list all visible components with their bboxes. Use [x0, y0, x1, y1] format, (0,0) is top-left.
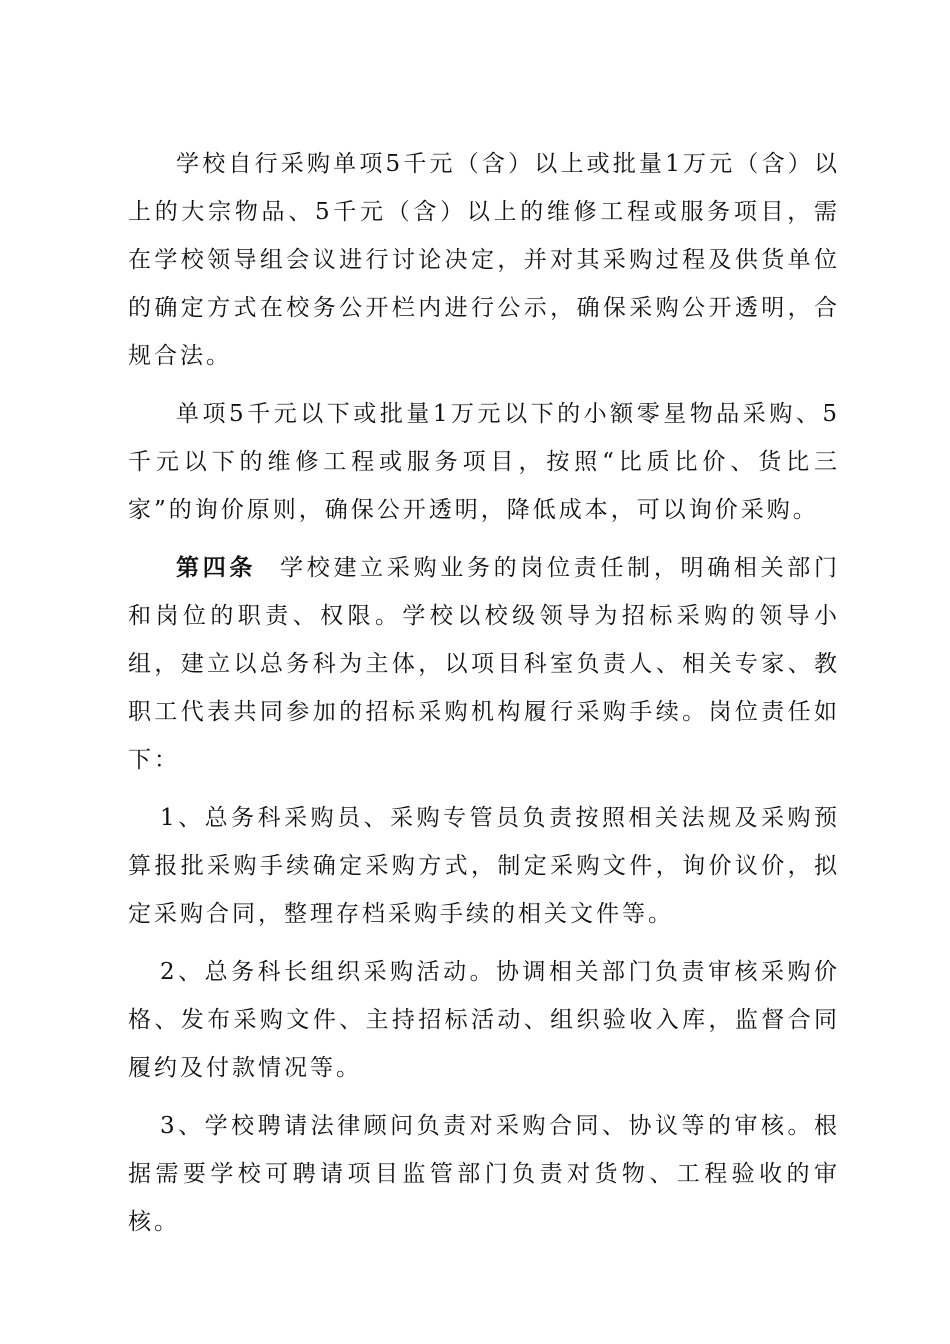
paragraph-small-procurement: 单项5千元以下或批量1万元以下的小额零星物品采购、5千元以下的维修工程或服务项目，按照“比质比价、货比三家”的询价原则，确保公开透明，降低成本，可以询价采购。	[128, 401, 840, 523]
list-item-2: 2、总务科长组织采购活动。协调相关部门负责审核采购价格、发布采购文件、主持招标活动、组织验收入库，监督合同履约及付款情况等。	[128, 959, 840, 1081]
list-item-3: 3、学校聘请法律顾问负责对采购合同、协议等的审核。根据需要学校可聘请项目监管部门负责对货物、工程验收的审核。	[128, 1113, 840, 1235]
paragraph-large-procurement: 学校自行采购单项5千元（含）以上或批量1万元（含）以上的大宗物品、5千元（含）以上的维修工程或服务项目，需在学校领导组会议进行讨论决定，并对其采购过程及供货单位的确定方式在校务公开栏内进行公示，确保采购公开透明，合规合法。	[128, 151, 840, 369]
article-4-text: 学校建立采购业务的岗位责任制，明确相关部门和岗位的职责、权限。学校以校级领导为招标采购的领导小组，建立以总务科为主体，以项目科室负责人、相关专家、教职工代表共同参加的招标采购机构履行采购手续。岗位责任如下：	[128, 555, 841, 773]
article-4-paragraph	[128, 544, 840, 784]
list-item-1: 1、总务科采购员、采购专管员负责按照相关法规及采购预算报批采购手续确定采购方式，制定采购文件，询价议价，拟定采购合同，整理存档采购手续的相关文件等。	[128, 805, 840, 927]
article-4-title: 第四条	[176, 554, 257, 581]
